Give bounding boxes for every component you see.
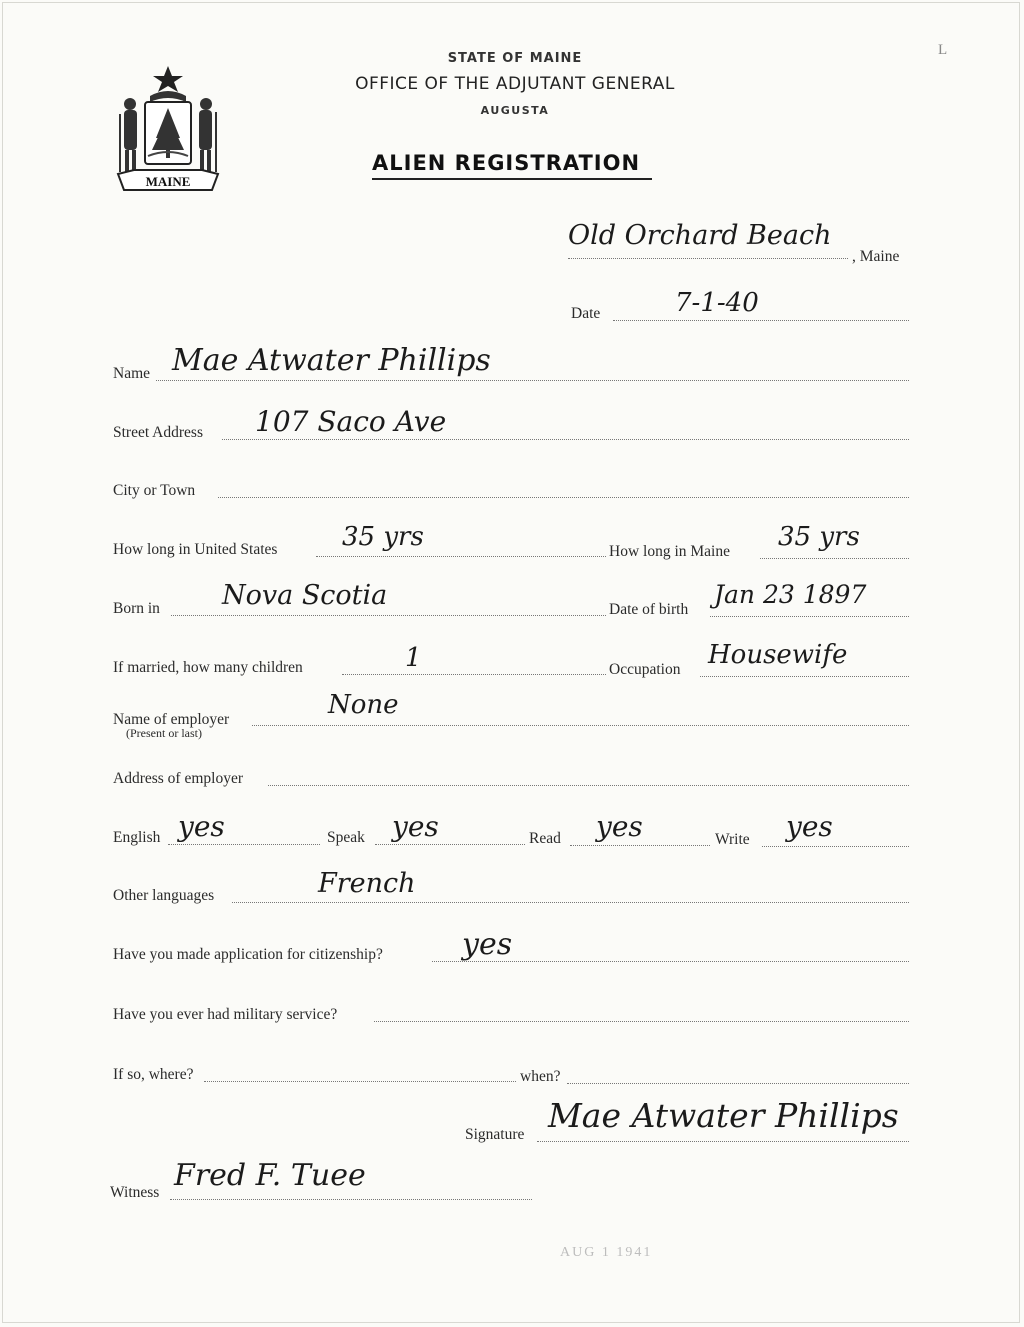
speak-value: yes (392, 810, 439, 843)
dob-label: Date of birth (609, 601, 689, 618)
city-heading: AUGUSTA (480, 104, 550, 117)
employer-note: (Present or last) (126, 726, 202, 740)
maine-state-seal (112, 64, 224, 194)
form-title: ALIEN REGISTRATION (372, 151, 641, 175)
write-value: yes (786, 810, 833, 843)
military-line (374, 1021, 909, 1022)
children-label: If married, how many children (113, 659, 303, 676)
english-line (168, 844, 320, 845)
employer-address-label: Address of employer (113, 770, 243, 787)
speak-label: Speak (327, 829, 365, 846)
street-line (222, 439, 909, 440)
other-languages-value: French (318, 868, 416, 899)
children-line (342, 674, 606, 675)
military-label: Have you ever had military service? (113, 1006, 338, 1023)
employer-label: Name of employer (113, 711, 230, 728)
us-duration-label: How long in United States (113, 541, 278, 558)
when-line (567, 1083, 909, 1084)
maine-label: , Maine (852, 248, 900, 265)
occupation-label: Occupation (609, 661, 681, 678)
town-value: Old Orchard Beach (568, 220, 832, 251)
read-line (570, 845, 710, 846)
employer-value: None (328, 690, 399, 720)
corner-check-mark: L (938, 42, 948, 58)
received-stamp: AUG 1 1941 (560, 1245, 653, 1260)
date-line (613, 320, 909, 321)
witness-label: Witness (110, 1184, 160, 1201)
name-value: Mae Atwater Phillips (172, 343, 491, 378)
office-heading: OFFICE OF THE ADJUTANT GENERAL (355, 74, 675, 94)
seal-banner-text: MAINE (145, 174, 191, 189)
maine-duration-value: 35 yrs (778, 522, 860, 552)
english-value: yes (178, 810, 225, 843)
occupation-value: Housewife (708, 640, 848, 670)
maine-duration-label: How long in Maine (609, 543, 730, 560)
maine-duration-line (760, 558, 909, 559)
signature-line (537, 1141, 909, 1142)
children-value: 1 (405, 643, 422, 673)
occupation-line (700, 676, 909, 677)
english-label: English (113, 829, 161, 846)
born-label: Born in (113, 600, 160, 617)
read-label: Read (529, 830, 561, 847)
when-label: when? (520, 1068, 561, 1085)
other-languages-label: Other languages (113, 887, 215, 904)
town-line (568, 258, 848, 259)
employer-address-line (268, 785, 909, 786)
us-duration-line (316, 556, 606, 557)
where-line (204, 1081, 516, 1082)
where-label: If so, where? (113, 1066, 194, 1083)
name-label: Name (113, 365, 151, 382)
write-line (762, 846, 909, 847)
employer-line (252, 725, 909, 726)
us-duration-value: 35 yrs (342, 522, 424, 552)
born-value: Nova Scotia (222, 580, 388, 611)
state-heading: STATE OF MAINE (447, 51, 583, 66)
citizenship-label: Have you made application for citizenship? (113, 946, 383, 963)
city-label: City or Town (113, 482, 196, 499)
name-line (156, 380, 909, 381)
speak-line (375, 844, 525, 845)
citizenship-value: yes (462, 927, 513, 962)
signature-label: Signature (465, 1126, 525, 1143)
title-underline (372, 178, 652, 180)
write-label: Write (715, 831, 750, 848)
other-languages-line (232, 902, 909, 903)
street-label: Street Address (113, 424, 203, 441)
dob-line (710, 616, 909, 617)
street-value: 107 Saco Ave (255, 405, 447, 438)
witness-value: Fred F. Tuee (174, 1158, 366, 1193)
read-value: yes (596, 810, 643, 843)
date-value: 7-1-40 (675, 288, 759, 318)
born-line (171, 615, 606, 616)
signature-value: Mae Atwater Phillips (548, 1096, 899, 1135)
date-label: Date (571, 305, 601, 322)
dob-value: Jan 23 1897 (714, 580, 867, 609)
city-line (218, 497, 909, 498)
witness-line (170, 1199, 532, 1200)
